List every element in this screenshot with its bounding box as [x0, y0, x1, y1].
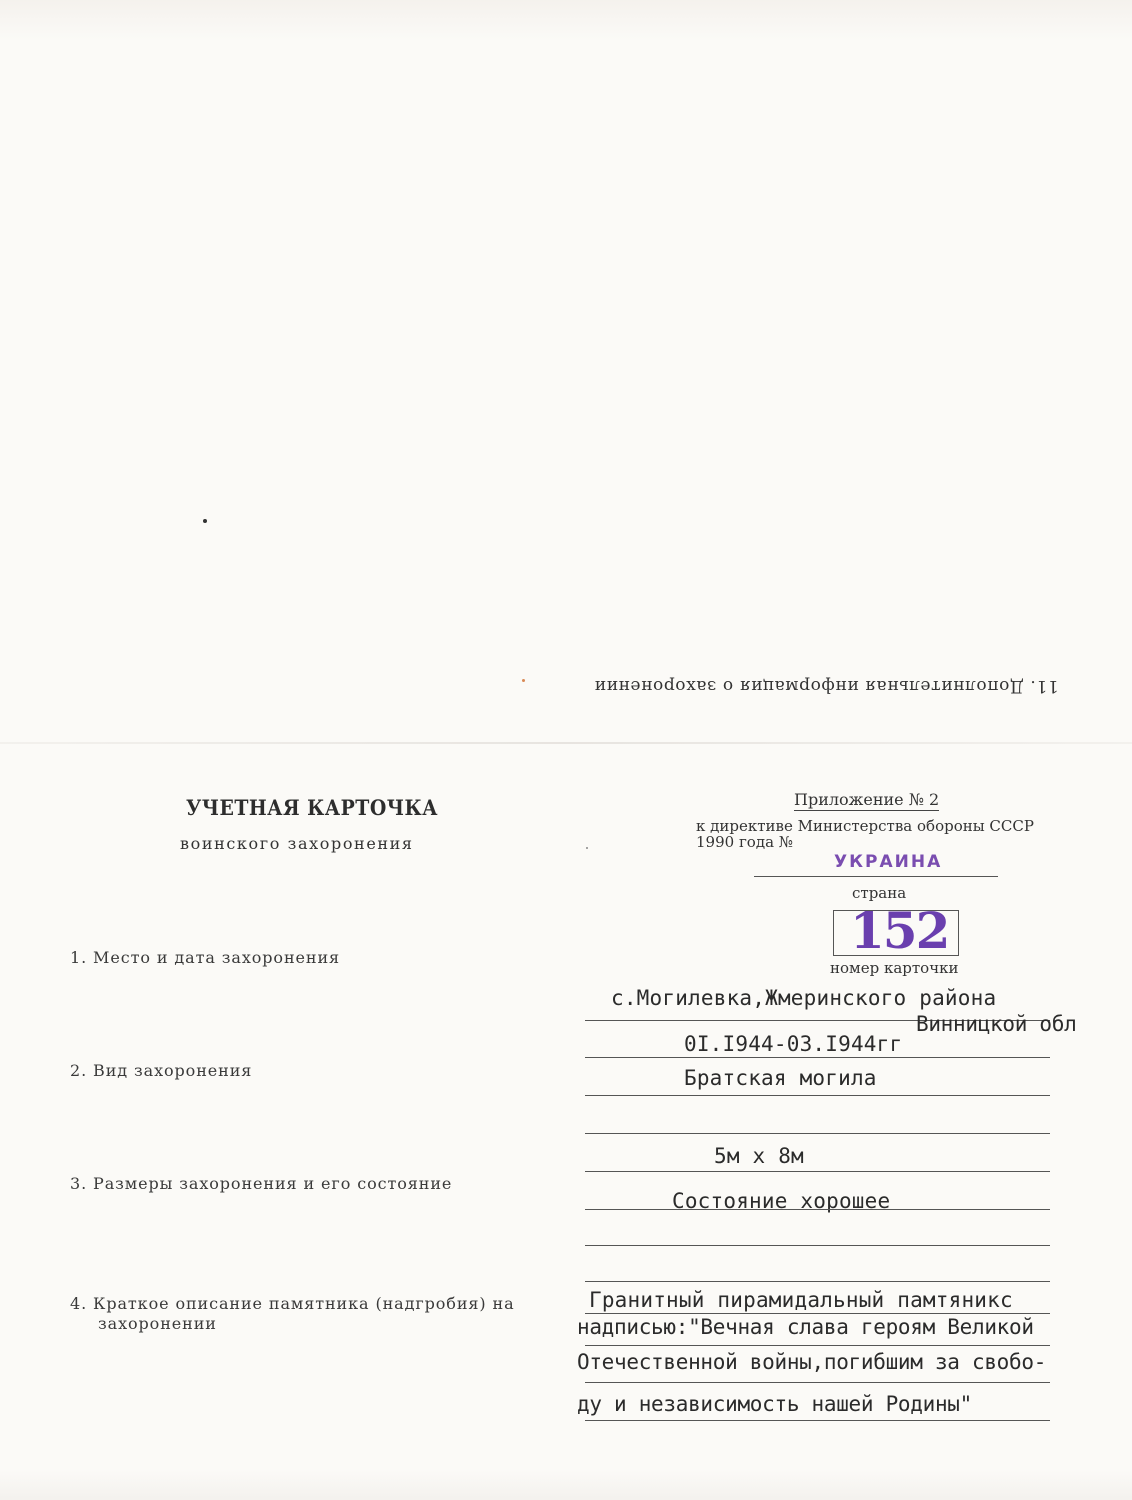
monument-desc-line-1: Гранитный пирамидальный памтяникс [589, 1288, 1013, 1312]
desc-underline-4 [585, 1420, 1050, 1421]
card-title: УЧЕТНАЯ КАРТОЧКА [186, 795, 438, 820]
field-line-8 [585, 1281, 1050, 1282]
directive-line-1: к директиве Министерства обороны СССР [696, 817, 1034, 835]
field-line-2 [585, 1057, 1050, 1058]
ink-speck [586, 847, 588, 849]
page-fold-line [0, 742, 1132, 744]
size-value: 5м х 8м [714, 1144, 804, 1168]
field-line-6 [585, 1209, 1050, 1210]
country-caption: страна [852, 884, 907, 902]
card-subtitle: воинского захоронения [180, 834, 414, 853]
card-number-caption: номер карточки [830, 959, 959, 977]
item-4-label-line-2: захоронении [98, 1314, 217, 1333]
item-2-label: 2. Вид захоронения [70, 1061, 253, 1080]
monument-desc-line-4: ду и независимость нашей Родины" [577, 1392, 972, 1416]
appendix-label: Приложение № 2 [794, 790, 940, 809]
item-3-label: 3. Размеры захоронения и его состояние [70, 1174, 453, 1193]
monument-desc-line-3: Отечественной войны,погибшим за свобо- [577, 1350, 1047, 1374]
ink-speck [203, 519, 207, 523]
monument-desc-line-2: надписью:"Вечная слава героям Великой [577, 1315, 1034, 1339]
oblast-value: Винницкой обл [916, 1012, 1077, 1036]
field-line-5 [585, 1171, 1050, 1172]
card-number-stamp: 152 [850, 901, 949, 960]
item-4-label-line-1: 4. Краткое описание памятника (надгробия) на [70, 1294, 515, 1313]
back-side-section-11: 11. Дополнительная информация о захоронении [594, 676, 1059, 696]
desc-underline-3 [585, 1382, 1050, 1383]
directive-line-2: 1990 года № [696, 833, 793, 851]
ink-speck [522, 679, 525, 682]
field-line-3 [585, 1095, 1050, 1096]
dates-value: 0I.I944-03.I944гг [684, 1032, 903, 1056]
country-stamp: УКРАИНА [834, 852, 943, 872]
field-line-7 [585, 1245, 1050, 1246]
burial-type-value: Братская могила [684, 1066, 877, 1090]
field-line-4 [585, 1133, 1050, 1134]
condition-value: Состояние хорошее [672, 1189, 891, 1213]
place-value: с.Могилевка,Жмеринского района [611, 986, 997, 1010]
desc-underline-2 [585, 1345, 1050, 1346]
item-1-label: 1. Место и дата захоронения [70, 948, 341, 967]
country-underline [754, 876, 998, 877]
desc-underline-1 [585, 1313, 1050, 1314]
